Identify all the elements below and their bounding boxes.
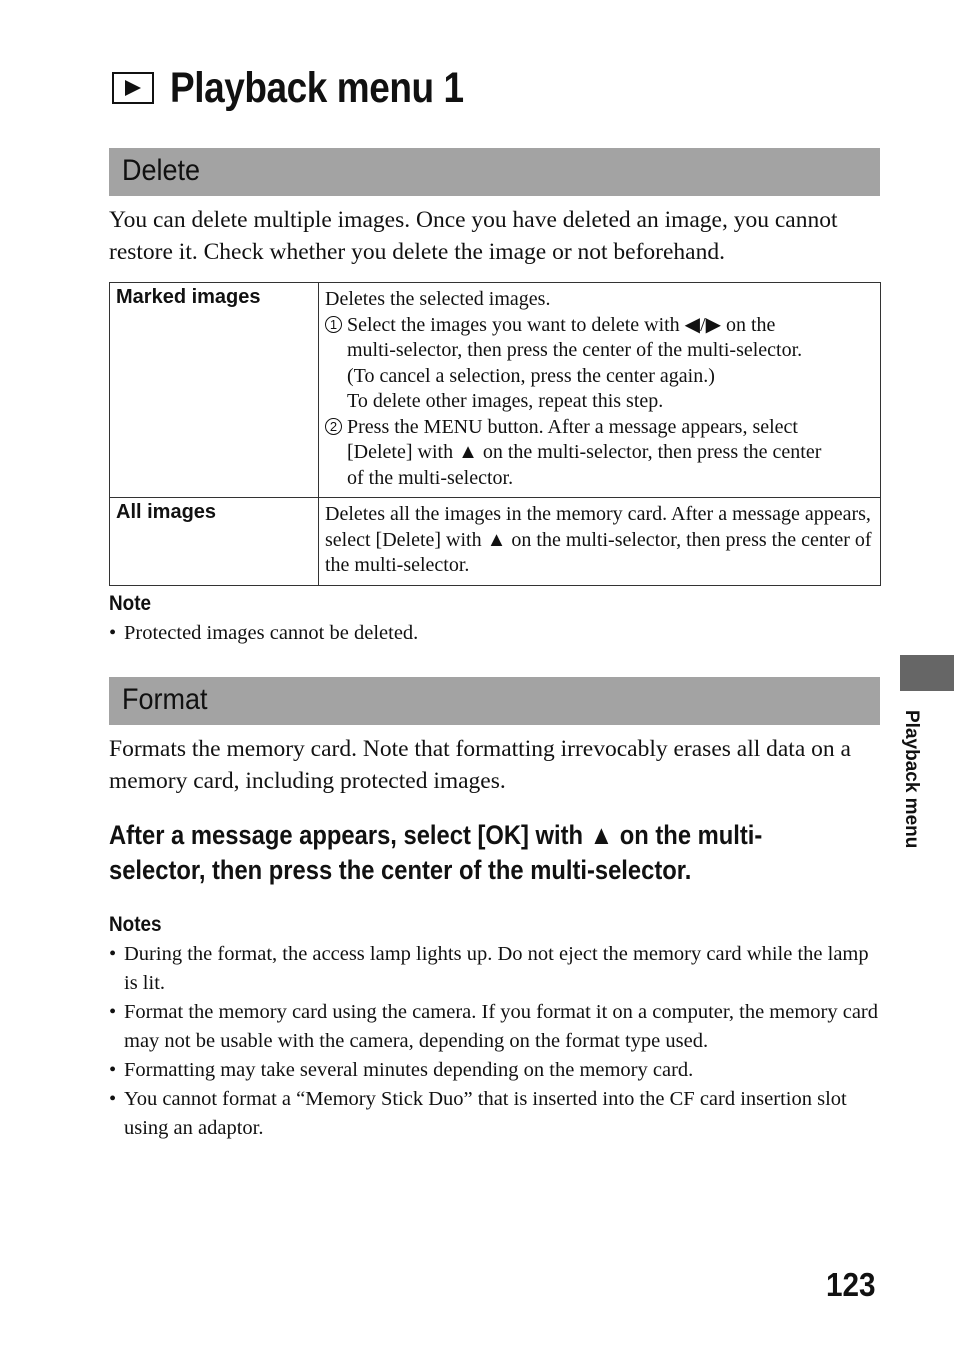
step-line: [Delete] with ▲ on the multi-selector, then press the center xyxy=(347,441,822,463)
note-heading: Note xyxy=(109,592,152,615)
option-label-all-images: All images xyxy=(110,498,319,586)
instruction-line: After a message appears, select [OK] with ▲ on the multi- xyxy=(109,820,763,850)
play-icon xyxy=(112,72,154,104)
step-line: multi-selector, then press the center of the multi-selector. xyxy=(347,339,803,361)
step-line: of the multi-selector. xyxy=(347,466,514,489)
option-description-all-images: Deletes all the images in the memory card. After a message appears, select [Delete] with ▲ on the multi-selector, then press the center of the multi-selector. xyxy=(319,498,881,586)
chapter-side-label-text: Playback menu xyxy=(901,710,922,849)
page-title-row xyxy=(112,62,511,114)
step-line: Press the MENU button. After a message appears, select xyxy=(347,415,798,438)
section-title-delete: Delete xyxy=(122,154,201,187)
delete-notes-list xyxy=(109,619,884,648)
list-item: • Format the memory card using the camera. If you format it on a computer, the memory card may not be usable with the camera, depending on the format type used. xyxy=(109,998,884,1056)
table-row xyxy=(110,283,881,498)
list-item: • During the format, the access lamp lights up. Do not eject the memory card while the lamp is lit. xyxy=(109,940,884,998)
table-row xyxy=(110,498,881,586)
option-label-marked-images: Marked images xyxy=(110,283,319,498)
format-instruction xyxy=(109,818,866,888)
section-header-format xyxy=(109,677,880,725)
chapter-tab-marker xyxy=(900,655,954,691)
option-description-marked-images xyxy=(319,283,881,498)
format-notes-list xyxy=(109,940,884,1143)
instruction-line: selector, then press the center of the multi-selector. xyxy=(109,855,692,885)
list-item: • You cannot format a “Memory Stick Duo” that is inserted into the CF card insertion slot using an adaptor. xyxy=(109,1085,884,1143)
delete-options-table xyxy=(109,282,881,586)
list-item: • Protected images cannot be deleted. xyxy=(109,619,884,648)
step-number-icon: 1 xyxy=(325,316,342,333)
step-line: (To cancel a selection, press the center again.) xyxy=(347,364,715,387)
notes-heading: Notes xyxy=(109,913,162,936)
list-item: • Formatting may take several minutes depending on the memory card. xyxy=(109,1056,884,1085)
page-number: 123 xyxy=(826,1266,876,1303)
page-title: Playback menu 1 xyxy=(170,63,464,112)
section-header-delete xyxy=(109,148,880,196)
step-line: To delete other images, repeat this step. xyxy=(347,390,664,412)
section-title-format: Format xyxy=(122,683,208,716)
chapter-side-label xyxy=(892,710,932,880)
option-lead: Deletes the selected images. xyxy=(325,288,551,310)
step-line: Select the images you want to delete with ◀/▶ on the xyxy=(347,313,776,336)
step-number-icon: 2 xyxy=(325,418,342,435)
step-1 xyxy=(325,313,874,415)
step-2 xyxy=(325,415,874,492)
format-intro: Formats the memory card. Note that formatting irrevocably erases all data on a memory card, including protected images. xyxy=(109,736,851,794)
delete-intro: You can delete multiple images. Once you have deleted an image, you cannot restore it. Check whether you delete the image or not beforehand. xyxy=(109,207,838,265)
